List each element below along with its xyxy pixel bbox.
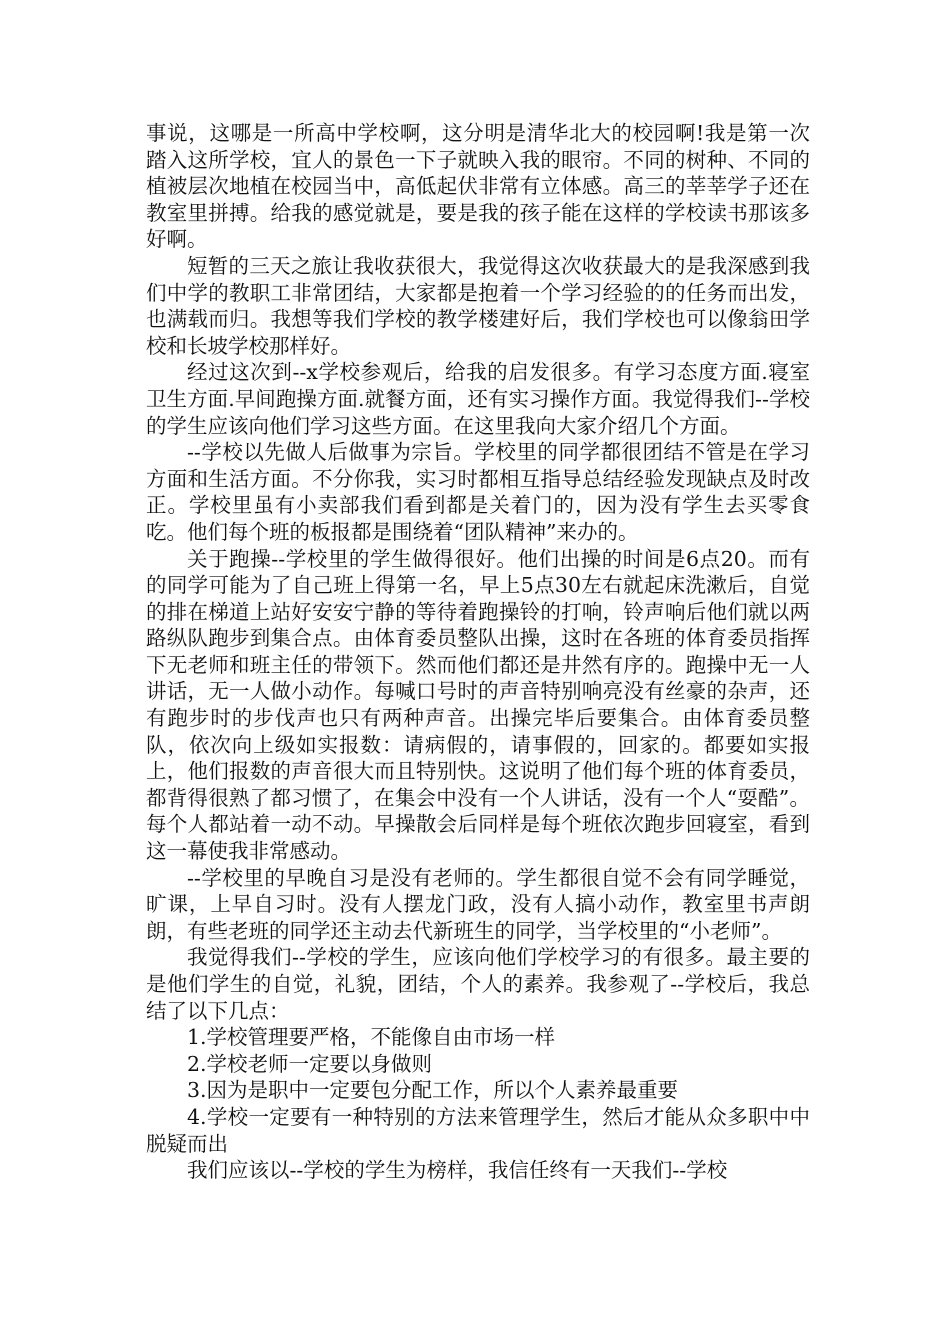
- paragraph: 短暂的三天之旅让我收获很大，我觉得这次收获最大的是我深感到我们中学的教职工非常团结，大家都是抱着一个学习经验的的任务而出发，也满载而归。我想等我们学校的教学楼建好后，我们学校也可以像翁田学校和长坡学校那样好。: [146, 253, 810, 358]
- paragraph: 关于跑操--学校里的学生做得很好。他们出操的时间是6点20。而有的同学可能为了自己班上得第一名，早上5点30左右就起床洗漱后，自觉的排在梯道上站好安安宁静的等待着跑操铃的打响，铃声响后他们就以两路纵队跑步到集合点。由体育委员整队出操，这时在各班的体育委员指挥下无老师和班主任的带领下。然而他们都还是井然有序的。跑操中无一人讲话，无一人做小动作。每喊口号时的声音特别响亮没有丝豪的杂声，还有跑步时的步伐声也只有两种声音。出操完毕后要集合。由体育委员整队，依次向上级如实报数：请病假的，请事假的，回家的。都要如实报上，他们报数的声音很大而且特别快。这说明了他们每个班的体育委员，都背得很熟了都习惯了，在集会中没有一个人讲话，没有一个人“耍酷”。每个人都站着一动不动。早操散会后同样是每个班依次跑步回寝室，看到这一幕使我非常感动。: [146, 546, 810, 864]
- list-item: 2.学校老师一定要以身做则: [187, 1051, 433, 1076]
- list-item: 3.因为是职中一定要包分配工作，所以个人素养最重要: [187, 1078, 679, 1103]
- paragraph: 事说，这哪是一所高中学校啊，这分明是清华北大的校园啊!我是第一次踏入这所学校，宜人的景色一下子就映入我的眼帘。不同的树种、不同的植被层次地植在校园当中，高低起伏非常有立体感。高三的莘莘学子还在教室里拼搏。给我的感觉就是，要是我的孩子能在这样的学校读书那该多好啊。: [146, 121, 810, 252]
- closing-paragraph: 我们应该以--学校的学生为榜样，我信任终有一天我们--学校: [187, 1158, 728, 1183]
- list-item: 4.学校一定要有一种特别的方法来管理学生，然后才能从众多职中中脱疑而出: [146, 1104, 810, 1156]
- list-item: 1.学校管理要严格，不能像自由市场一样: [187, 1025, 556, 1050]
- paragraph: --学校里的早晚自习是没有老师的。学生都很自觉不会有同学睡觉，旷课，上早自习时。没有人摆龙门政，没有人搞小动作，教室里书声朗朗，有些老班的同学还主动去代新班生的同学，当学校里的“小老师”。: [146, 865, 810, 943]
- document-body: [146, 120, 810, 1184]
- paragraph: 经过这次到--x学校参观后，给我的启发很多。有学习态度方面.寝室卫生方面.早间跑操方面.就餐方面，还有实习操作方面。我觉得我们--学校的学生应该向他们学习这些方面。在这里我向大家介绍几个方面。: [146, 360, 810, 438]
- paragraph: 我觉得我们--学校的学生，应该向他们学校学习的有很多。最主要的是他们学生的自觉，礼貌，团结，个人的素养。我参观了--学校后，我总结了以下几点：: [146, 945, 810, 1023]
- paragraph: --学校以先做人后做事为宗旨。学校里的同学都很团结不管是在学习方面和生活方面。不分你我，实习时都相互指导总结经验发现缺点及时改正。学校里虽有小卖部我们看到都是关着门的，因为没有学生去买零食吃。他们每个班的板报都是围绕着“团队精神”来办的。: [146, 440, 810, 544]
